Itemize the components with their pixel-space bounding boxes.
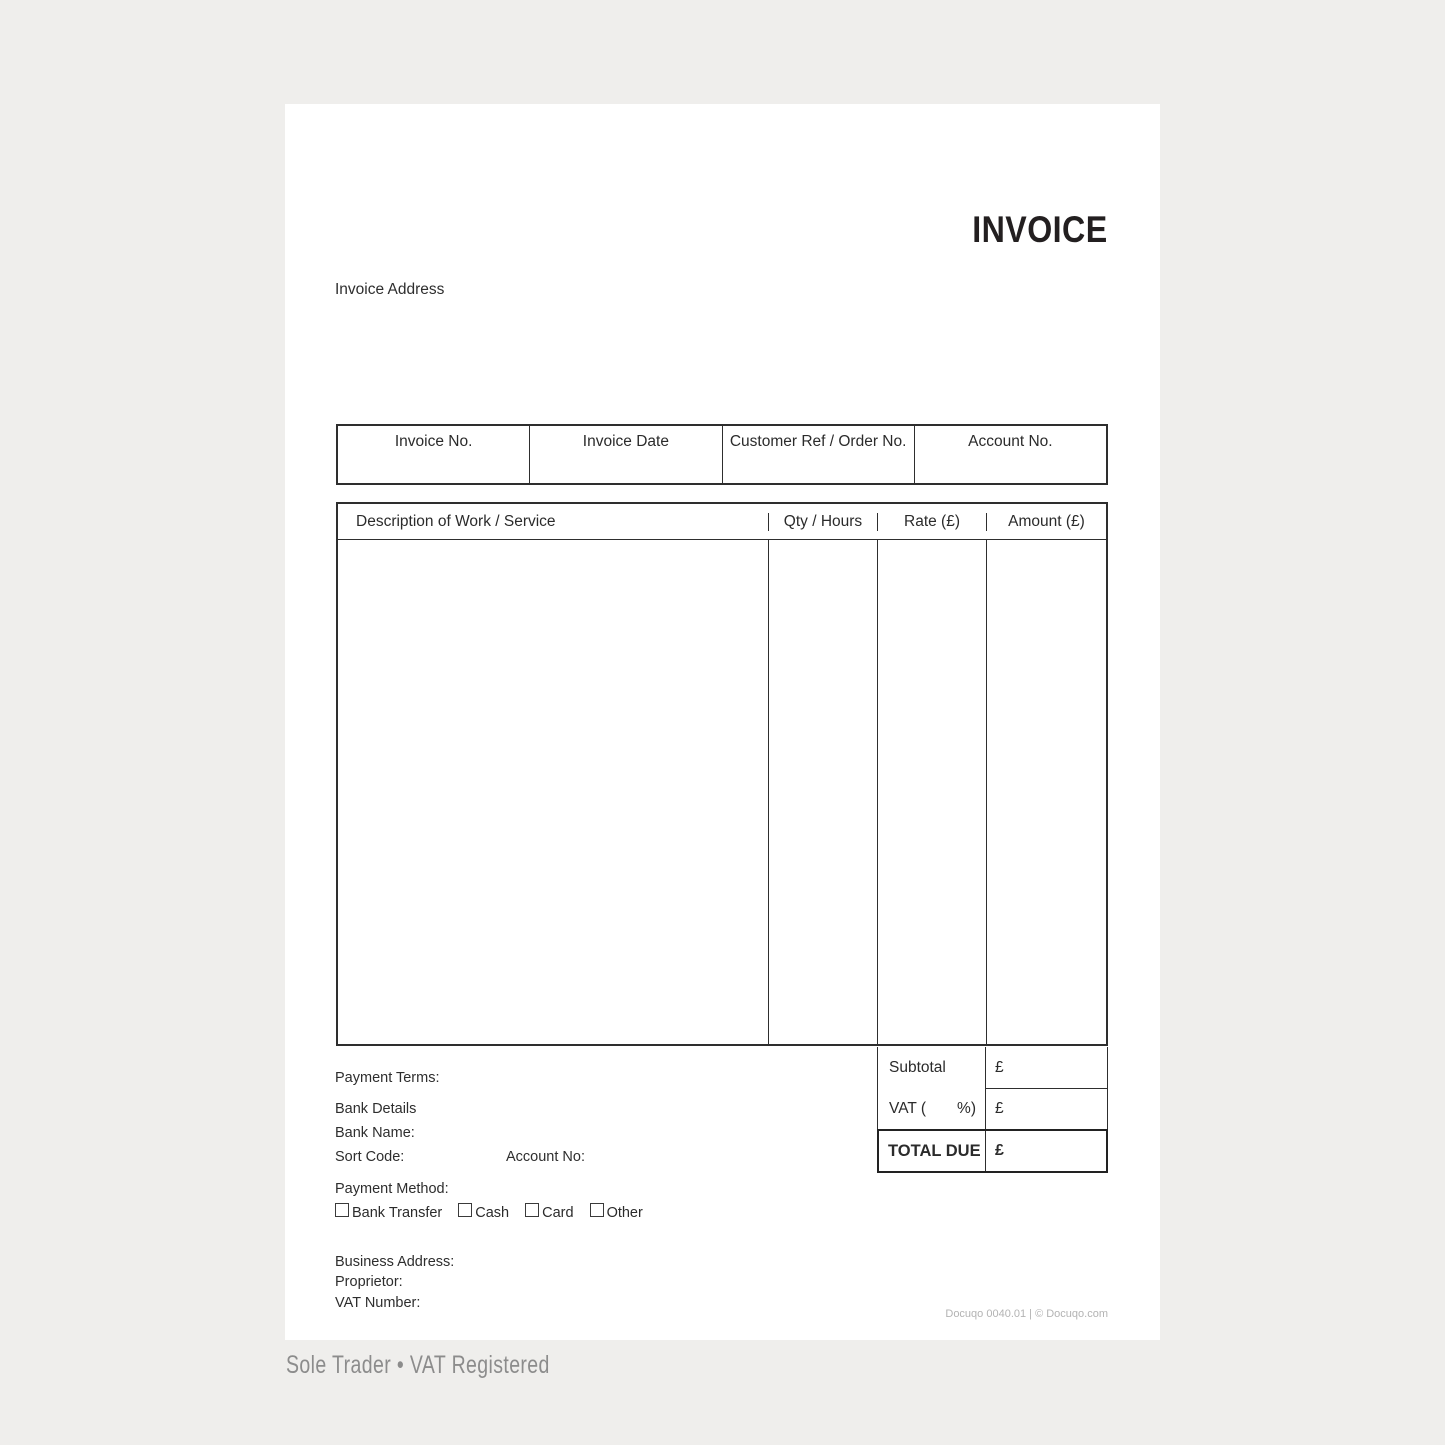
qty-hours-header: Qty / Hours — [768, 513, 877, 531]
account-no-label: Account No: — [506, 1149, 585, 1165]
invoice-date-header: Invoice Date — [582, 433, 669, 450]
invoice-date-cell[interactable] — [529, 426, 721, 483]
cash-checkbox[interactable] — [458, 1203, 472, 1217]
pound-symbol: £ — [995, 1142, 1004, 1159]
description-header: Description of Work / Service — [356, 512, 556, 530]
invoice-document-page — [285, 104, 1160, 1340]
subtotal-row — [878, 1047, 1107, 1088]
card-label: Card — [542, 1205, 574, 1221]
other-option — [590, 1200, 643, 1221]
invoice-address-label: Invoice Address — [335, 281, 445, 298]
totals-table — [877, 1047, 1108, 1129]
total-due-row — [877, 1129, 1108, 1173]
total-due-value-field[interactable] — [985, 1131, 1106, 1171]
invoice-no-cell[interactable] — [338, 426, 529, 483]
bank-details-label: Bank Details — [335, 1101, 417, 1117]
card-checkbox[interactable] — [525, 1203, 539, 1217]
customer-ref-header: Customer Ref / Order No. — [729, 433, 907, 450]
other-label: Other — [606, 1205, 643, 1221]
invoice-info-table — [336, 424, 1108, 485]
invoice-title: INVOICE — [972, 209, 1108, 250]
bank-transfer-checkbox[interactable] — [335, 1203, 349, 1217]
customer-ref-cell[interactable] — [722, 426, 914, 483]
line-items-body — [338, 540, 1106, 1044]
payment-terms-label: Payment Terms: — [335, 1070, 440, 1086]
rate-field[interactable] — [877, 540, 986, 1044]
other-checkbox[interactable] — [590, 1203, 604, 1217]
business-address-label: Business Address: — [335, 1254, 455, 1270]
subtotal-label: Subtotal — [889, 1058, 946, 1076]
description-field[interactable] — [338, 540, 768, 1044]
amount-field[interactable] — [986, 540, 1106, 1044]
card-option — [525, 1200, 573, 1221]
amount-header: Amount (£) — [986, 513, 1106, 531]
docuqo-credit: Docuqo 0040.01 | © Docuqo.com — [945, 1308, 1108, 1320]
total-due-label: TOTAL DUE — [888, 1141, 981, 1160]
sort-code-label: Sort Code: — [335, 1149, 405, 1165]
cash-label: Cash — [475, 1205, 510, 1221]
line-items-table — [336, 502, 1108, 1046]
qty-hours-field[interactable] — [768, 540, 877, 1044]
bank-transfer-option — [335, 1200, 442, 1221]
vat-rate-field[interactable] — [878, 1088, 985, 1129]
bank-name-label: Bank Name: — [335, 1125, 415, 1141]
subtotal-value-field[interactable] — [985, 1047, 1107, 1088]
payment-method-options — [335, 1200, 643, 1221]
vat-row — [878, 1088, 1107, 1129]
pound-symbol: £ — [995, 1100, 1004, 1117]
vat-value-field[interactable] — [985, 1088, 1107, 1129]
template-caption: Sole Trader • VAT Registered — [286, 1351, 550, 1379]
pound-symbol: £ — [995, 1058, 1004, 1076]
vat-label-open: VAT ( — [889, 1099, 927, 1117]
invoice-no-header: Invoice No. — [394, 433, 473, 450]
cash-option — [458, 1200, 509, 1221]
line-items-header-row — [338, 504, 1106, 540]
account-no-cell[interactable] — [914, 426, 1106, 483]
vat-number-label: VAT Number: — [335, 1295, 421, 1311]
proprietor-label: Proprietor: — [335, 1274, 403, 1290]
rate-header: Rate (£) — [877, 513, 986, 531]
vat-label-close: %) — [957, 1099, 976, 1117]
payment-method-label: Payment Method: — [335, 1181, 449, 1197]
bank-transfer-label: Bank Transfer — [352, 1205, 443, 1221]
account-no-header: Account No. — [968, 433, 1053, 450]
